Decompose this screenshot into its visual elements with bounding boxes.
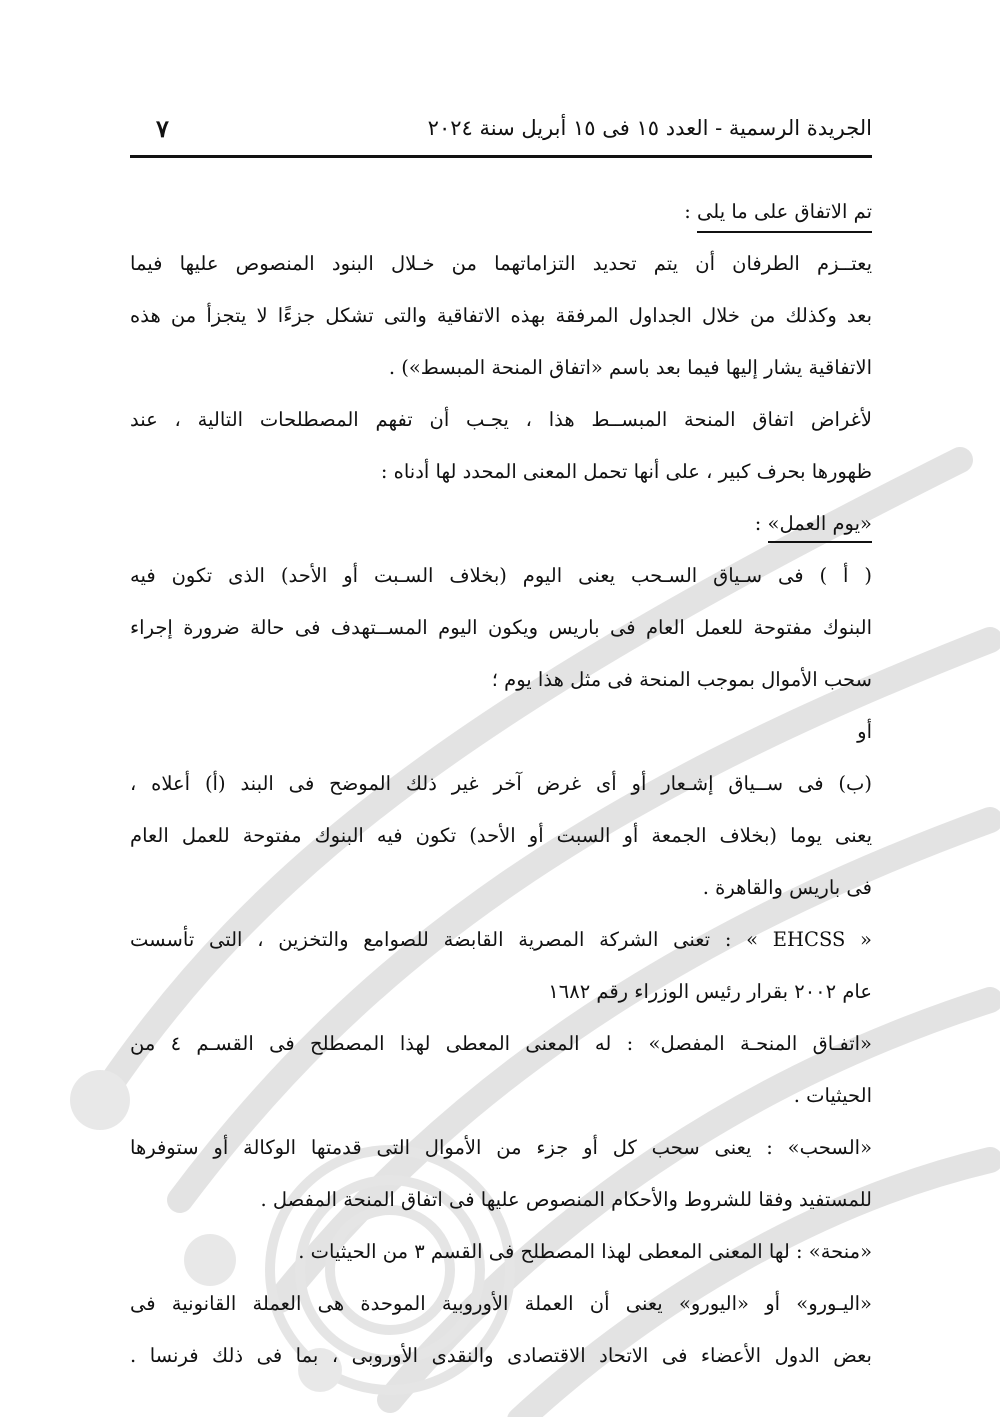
page-header [130,112,872,152]
paragraph-line: بعد وكذلك من خلال الجداول المرفقة بهذه الاتفاقية والتى تشكل جزءًا لا يتجزأ من هذه [130,304,872,327]
paragraph-line: للمستفيد وفقا للشروط والأحكام المنصوص عليها فى اتفاق المنحة المفصل . [260,1188,872,1211]
paragraph-line: (ب) فى ســياق إشـعار أو أى غرض آخر غير ذلك الموضح فى البند (أ) أعلاه ، [130,772,872,795]
paragraph-line: الاتفاقية يشار إليها فيما بعد باسم «اتفاق المنحة المبسط») . [388,356,872,379]
paragraph-line: بعض الدول الأعضاء فى الاتحاد الاقتصادى والنقدى الأوروبى ، بما فى ذلك فرنسا . [130,1344,872,1367]
paragraph-line: سحب الأموال بموجب المنحة فى مثل هذا يوم ؛ [491,668,872,691]
page-number: ٧ [156,114,169,143]
header-divider [130,155,872,158]
paragraph-line: ظهورها بحرف كبير ، على أنها تحمل المعنى المحدد لها أدناه : [380,460,872,483]
paragraph-line: «اتفـاق المنحـة المفصل» : له المعنى المعطى لهذا المصطلح فى القسـم ٤ من [130,1032,872,1055]
paragraph-line: « EHCSS » : تعنى الشركة المصرية القابضة للصوامع والتخزين ، التى تأسست [130,928,872,951]
paragraph-line: «السحب» : يعنى سحب كل أو جزء من الأموال التى قدمتها الوكالة أو ستوفرها [130,1136,872,1159]
document-body [130,186,872,1382]
paragraph-line: «اليـورو» أو «اليورو» يعنى أن العملة الأوروبية الموحدة هى العملة القانونية فى [130,1292,872,1315]
term-business-day-line [130,498,872,550]
paragraph-line: ( أ ) فى سـياق السـحب يعنى اليوم (بخلاف السـبت أو الأحد) الذى تكون فيه [130,564,872,587]
paragraph-line: البنوك مفتوحة للعمل العام فى باريس ويكون اليوم المســتهدف فى حالة ضرورة إجراء [130,616,872,639]
gazette-title: الجريدة الرسمية - العدد ١٥ فى ١٥ أبريل سنة ٢٠٢٤ [427,116,872,140]
term-business-day: «يوم العمل» [768,512,872,543]
paragraph-line: فى باريس والقاهرة . [702,876,872,899]
or-word: أو [857,720,872,743]
paragraph-line: «منحة» : لها المعنى المعطى لهذا المصطلح فى القسم ٣ من الحيثيات . [298,1240,872,1263]
paragraph-line: يعتــزم الطرفان أن يتم تحديد التزاماتهما من خـلال البنود المنصوص عليها فيما [130,252,872,275]
paragraph-line: يعنى يوما (بخلاف الجمعة أو السبت أو الأحد) تكون فيه البنوك مفتوحة للعمل العام [130,824,872,847]
paragraph-line: لأغراض اتفاق المنحة المبســط هذا ، يجـب أن تفهم المصطلحات التالية ، عند [130,408,872,431]
term-colon: : [754,512,768,535]
intro-heading: تم الاتفاق على ما يلى [697,200,872,233]
intro-colon: : [684,200,698,223]
paragraph-line: عام ٢٠٠٢ بقرار رئيس الوزراء رقم ١٦٨٢ [548,980,872,1003]
paragraph-line: الحيثيات . [793,1084,872,1107]
intro-heading-line [130,186,872,238]
